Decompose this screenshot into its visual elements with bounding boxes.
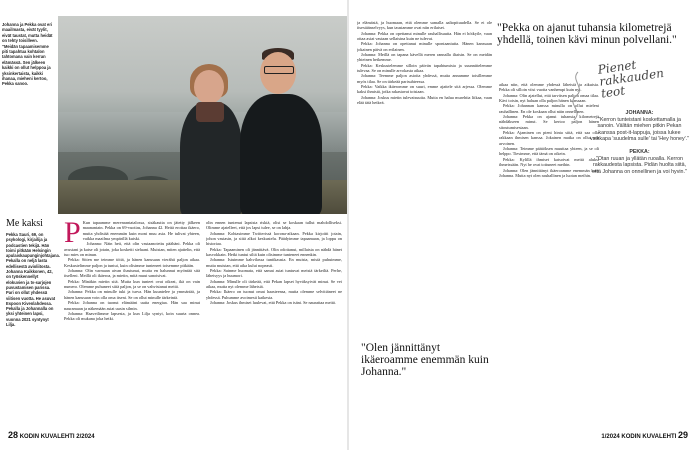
- sidebar-name: JOHANNA:: [625, 110, 654, 116]
- drop-cap: P: [64, 220, 81, 249]
- paragraph: Pekka: Sainme huomata, että samat asiat tuntuvat meistä tärkeiltä. Perhe, läheisyys ja huumori.: [206, 268, 342, 279]
- right-column-1: [357, 20, 492, 310]
- paragraph: Johanna: Istuimme kahvilassa tuntikausia. En muista, mistä puhuimme, mutta muistan, että aika kului nopeasti.: [206, 257, 342, 268]
- paragraph: olin ennen tuntenut lapsista riskiä, olisi se koskaan tullut mahdolliseksi. Olimme ajatelleet, että jos lapsi tulee, se on lahja.: [206, 220, 342, 231]
- me-kaksi-title: Me kaksi: [6, 218, 43, 229]
- paragraph: Johanna: Näin heti, että olin vastaanotettu päähäni. Pekka oli avustani ja katse oli jotain, joka kosketti sieluani. Muistan, miten ajattelin, että tuo mies on minun.: [64, 241, 200, 258]
- paragraph: Johanna: Meillä on tapana kävellä meren rannalla iltaisin. Se on meidän yhteinen hetkemme.: [357, 52, 492, 63]
- sidebar-pienet-rakkauden-teot: [589, 57, 690, 181]
- paragraph: Pekka: Sitten me teimme töitä, ja hänen kanssaan vierähti paljon aikaa. Keskustelimme paljon ja tuntui, kuin olisimme tunteneet toisemme pitkään.: [64, 257, 200, 268]
- paragraph: Pekka: Johannan kanssa minulla on ollut mieleni rauhallinen. En ole koskaan ollut näin onnellinen.: [499, 103, 599, 114]
- paragraph: Johanna: Pekka on minulle tuki ja turva. Hän kuuntelee ja ymmärtää, ja hänen kanssaan voin olla oma itseni. Se on ollut minulle tärkeintä.: [64, 289, 200, 300]
- paragraph: Johanna: Olin varmaan aivan ihastunut, mutta en halunnut myöntää sitä itselleni. Meillä oli ikäeroa, ja mietin, mitä muut sanoisivat.: [64, 268, 200, 279]
- paragraph: Johanna: Pekka on opettanut minulle rauhallisuutta. Hän ei hötkyile, vaan ottaa asiat vastaan sellaisina kuin ne tulevat.: [357, 30, 492, 42]
- scribble-ornament: [568, 70, 588, 130]
- page-number-right: 1/2024 KODIN KUVALEHTI 29: [601, 430, 688, 440]
- paragraph: Pekka: Keskustelemme silloin päivän tapahtumista ja suunnittelemme tulevaa. Se on minulle arvokasta aikaa.: [357, 62, 492, 74]
- paragraph: Johanna: Teimme päätöksen muuttaa yhteen, ja se oli helppo. Tiesimme, että tämä on oikein.: [499, 146, 599, 157]
- sidebar-text: "Otan ruuan ja yllätän ruoalla. Kerron rakkaudesta lapsista. Pidän huolta siitä, että Johanna on onnellinen ja voi hyvin.": [592, 155, 687, 175]
- pull-quote-top: "Pekka on ajanut tuhansia kilometrejä yhdellä, toinen kävi minun polvellani.": [497, 22, 677, 47]
- right-column-2: [499, 82, 599, 428]
- page-number-left: 28 KODIN KUVALEHTI 2/2024: [8, 430, 95, 440]
- paragraph: Kun tapaamme merenrantatalossa, sisäkautta on jätetty jälkeen maanantain. Pekka on 69-vuotias, Johanna 42. Heitä erottaa ikäero, mutta yhdistää enemmän kuin moni muu asia. He tulivat yhteen, vaikka maailma ympärillä kuiski.: [82, 220, 200, 242]
- paragraph: Johanna: Joskus mietin tulevaisuutta. Mutta en halua murehtia liikaa, vaan elää tätä hetkeä.: [357, 94, 492, 106]
- paragraph: Pekka: Kylillä ihmiset katsoivat meitä aluksi ihmeissään. Nyt he ovat tottuneet meihin.: [499, 156, 599, 168]
- paragraph: aikaa niin, että olemme yhdessä läheisiä ja aikuisia. Pekka oli silloin viisi vuotta vanhempi kuin nyt.: [499, 82, 599, 93]
- paragraph: Johanna: Pekka on ajanut tuhansia kilometrejä nähdäkseen minut. Se kertoo paljon hänen sitoutumisestaan.: [499, 114, 599, 130]
- couple-photo: [58, 16, 347, 214]
- left-page: [0, 0, 347, 450]
- paragraph: Johanna: Minulle oli tärkeää, että Pekan lapset hyväksyivät minut. Se vei aikaa, mutta nyt olemme läheisiä.: [206, 278, 342, 290]
- photo-caption: Johanna ja Pekka ovat eri maailmasta, eivät tyylit, eivät taustat, mutta heidät on tehty toisilleen. "Meidän tapaamisemme piti tapahtua kohtalon tahtomana vain kerran elämässä. Sen jälkeen kaikki on ollut helppoa ja yksinkertaista, kaikki ihanaa, mieheni kertoo, Pekka sanoo.: [2, 22, 53, 87]
- person-pekka: [234, 40, 326, 214]
- sidebar-body: [589, 110, 690, 175]
- sidebar-title: Pienet rakkauden teot: [596, 57, 665, 101]
- me-kaksi-box: [6, 218, 58, 327]
- paragraph: ja elämästä, ja huomaan, että olemme samalla aaltopituudella. Se ei ole itsestäänselvyys, kun taustamme ovat niin erilaiset.: [357, 20, 492, 31]
- me-kaksi-text: Pekka Sauri, 69, on psykologi, kirjailija ja podcastien tekijä. Hän toimi pitkään Helsingin apulaiskaupunginjohtajana. Pekalla on neljä lasta edellisestä avioliitosta. Johanna Kaikkonen, 42, on työskennellyt elokuvien ja tv-sarjojen puvustamisen parissa. Pari on ollut yhdessä viitisen vuotta. He asuvat Espoon Kivenlahdessa. Pekalla ja Johannalla on yksi yhteinen lapsi, vuonna 2021 syntynyt Lilja.: [6, 232, 60, 328]
- footer-left: KODIN KUVALEHTI 2/2024: [19, 434, 95, 440]
- paragraph: Johanna: Kohtasimme Twitterissä korona-aikaan. Pekka kirjoitti jotain, johon vastasin, ja siitä alkoi keskustelu. Päädyimme tapaamaan, ja loppu on historiaa.: [206, 230, 342, 247]
- paragraph: Johanna: Olen jännittänyt ikäeroamme enemmän kuin Johanna. Mutta nyt olen rauhallinen ja luotan meihin.: [499, 167, 599, 178]
- pull-quote-bottom: "Olen jännittänyt ikäeroamme enemmän kuin Johanna.": [361, 342, 489, 379]
- footer-right: 1/2024 KODIN KUVALEHTI: [601, 434, 677, 440]
- paragraph: Pekka: Ikäero on tuonut omat haasteensa, mutta olemme selvittäneet ne yhdessä. Puhumme avoimesti kaikesta.: [206, 289, 342, 300]
- paragraph: Johanna: Teemme paljon asioita yhdessä, mutta annamme toisillemme myös tilaa. Se on tärkeää parisuhteessa.: [357, 73, 492, 84]
- paragraph: Pekka: Tapaaminen oli jännittävä. Olin odottanut, millaista on nähdä hänet kasvokkain. Hetki tuntui siltä kuin olisimme tunteneet ennenkin.: [206, 246, 342, 258]
- paragraph: Johanna: Joskus ihmiset luulevat, että Pekka on isäni. Se naurattaa meitä.: [210, 300, 336, 306]
- paragraph: Pekka: Minäkin mietin sitä. Mutta kun tunteet ovat oikeat, ikä on vain numero. Olemme puhuneet siitä paljon, ja se on vahvistanut meitä.: [64, 278, 200, 290]
- left-column-1: [64, 220, 200, 426]
- paragraph: Pekka: Johanna on opettanut minulle spontaaniutta. Hänen kanssaan jokainen päivä on erilainen.: [357, 41, 492, 52]
- sidebar-name: PEKKA:: [629, 148, 650, 155]
- sidebar-text: "Kerron tunteistani koskettamalla ja sanoin. Välitän miehen pitkin Pekan kanssa post-it-lappuja, joissa lukee vaikkapa 'suudelma sulle' tai 'Hey honey'.": [590, 116, 689, 143]
- paragraph: Pekka: Vaikka ikäeromme on suuri, emme ajattele sitä arjessa. Olemme kaksi ihmistä, jotka rakastavat toisiaan.: [357, 84, 492, 95]
- paragraph: Pekka: Johanna on tuonut elämääni uutta energiaa. Hän saa minut nauramaan ja näkemään asiat uusin silmin.: [64, 300, 200, 311]
- left-column-2: [206, 220, 342, 426]
- paragraph: Pekka: Ajaminen on pieni hinta siitä, että saa olla rakkaan ihmisen kanssa. Jokainen matka on ollut sen arvoinen.: [499, 130, 599, 146]
- paragraph: Johanna: Haaveilimme lapsesta, ja kun Lilja syntyi, koin suurta onnea. Pekka oli mukana joka hetki.: [64, 310, 200, 322]
- paragraph: Johanna: Olin ajatellut, että tarvitsen paljon omaa tilaa. Kävi toisin, nyt haluan olla paljon hänen kanssaan.: [499, 92, 599, 104]
